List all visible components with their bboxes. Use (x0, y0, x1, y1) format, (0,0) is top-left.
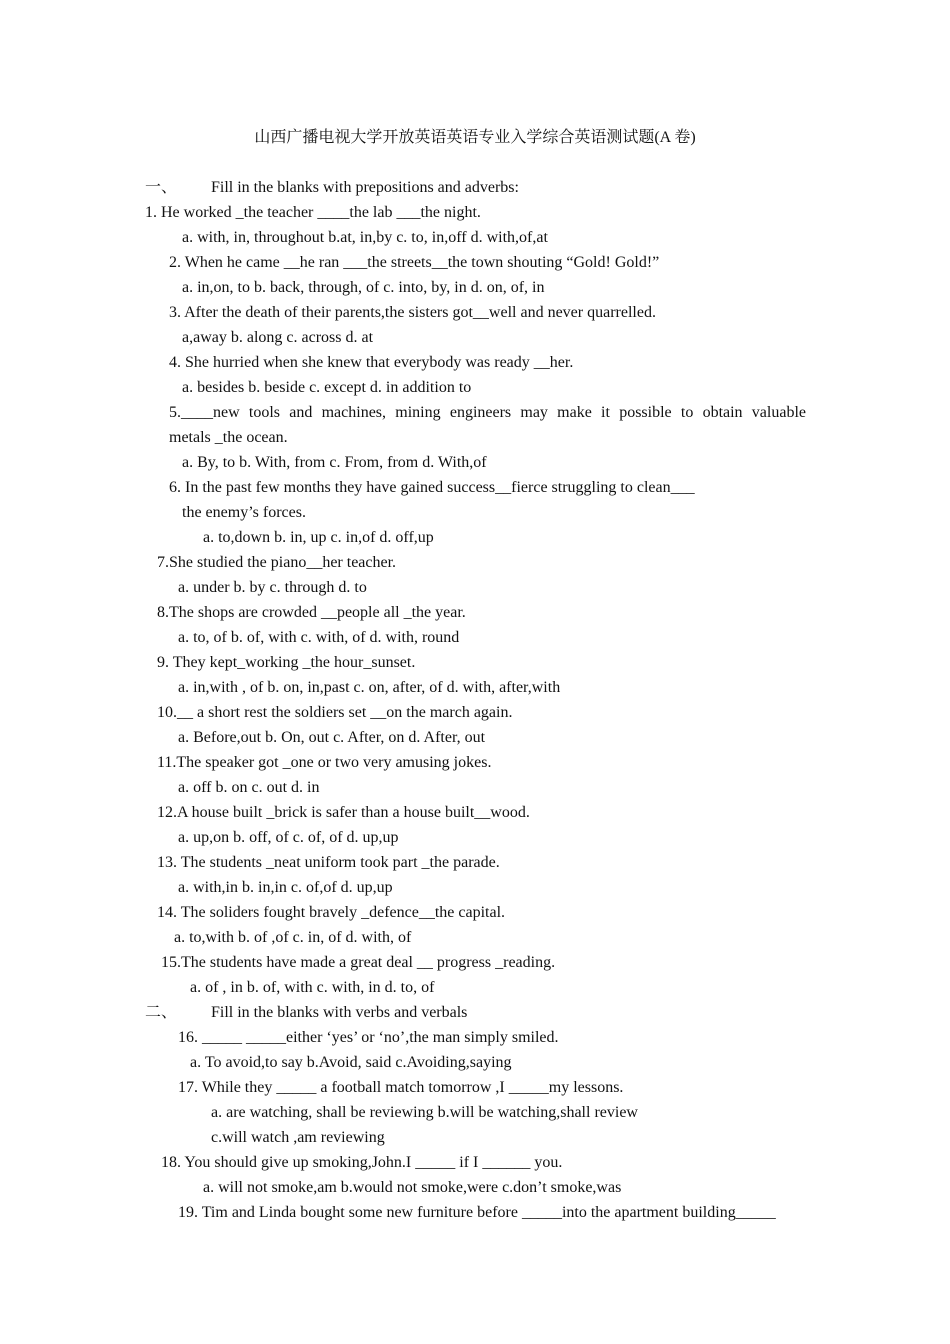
question-5: 5.____new tools and machines, mining engineers may make it possible to obtain valuable (169, 404, 806, 421)
question-4: 4. She hurried when she knew that everybody was ready __her. (169, 354, 574, 371)
section-1-heading: Fill in the blanks with prepositions and adverbs: (211, 179, 519, 196)
question-14-options: a. to,with b. of ,of c. in, of d. with, of (174, 929, 412, 946)
question-18: 18. You should give up smoking,John.I _____ if I ______ you. (161, 1154, 563, 1171)
question-11: 11.The speaker got _one or two very amusing jokes. (157, 754, 492, 771)
question-19: 19. Tim and Linda bought some new furniture before _____into the apartment building_____ (178, 1204, 776, 1221)
question-8: 8.The shops are crowded __people all _the year. (157, 604, 466, 621)
question-10-options: a. Before,out b. On, out c. After, on d. After, out (178, 729, 486, 746)
document-title: 山西广播电视大学开放英语英语专业入学综合英语测试题(A 卷) (254, 129, 696, 146)
section-2-number: 二、 (145, 1004, 178, 1021)
question-2-options: a. in,on, to b. back, through, of c. into, by, in d. on, of, in (182, 279, 545, 296)
question-7-options: a. under b. by c. through d. to (178, 579, 367, 596)
question-13: 13. The students _neat uniform took part _the parade. (157, 854, 500, 871)
question-10: 10.__ a short rest the soldiers set __on the march again. (157, 704, 513, 721)
question-6-continued: the enemy’s forces. (182, 504, 306, 521)
question-5-options: a. By, to b. With, from c. From, from d. With,of (182, 454, 487, 471)
question-11-options: a. off b. on c. out d. in (178, 779, 320, 796)
question-3: 3. After the death of their parents,the sisters got__well and never quarrelled. (169, 304, 656, 321)
question-4-options: a. besides b. beside c. except d. in addition to (182, 379, 472, 396)
question-1-options: a. with, in, throughout b.at, in,by c. to, in,off d. with,of,at (182, 229, 548, 246)
question-13-options: a. with,in b. in,in c. of,of d. up,up (178, 879, 393, 896)
section-1-number: 一、 (145, 179, 178, 196)
question-2: 2. When he came __he ran ___the streets__the town shouting “Gold! Gold!” (169, 254, 660, 271)
question-6: 6. In the past few months they have gained success__fierce struggling to clean___ (169, 479, 695, 496)
question-17-options: a. are watching, shall be reviewing b.will be watching,shall review (211, 1104, 638, 1121)
question-6-options: a. to,down b. in, up c. in,of d. off,up (203, 529, 434, 546)
question-7: 7.She studied the piano__her teacher. (157, 554, 397, 571)
question-16: 16. _____ _____either ‘yes’ or ‘no’,the man simply smiled. (178, 1029, 559, 1046)
question-17-options-continued: c.will watch ,am reviewing (211, 1129, 385, 1146)
question-12-options: a. up,on b. off, of c. of, of d. up,up (178, 829, 399, 846)
question-15: 15.The students have made a great deal __ progress _reading. (161, 954, 556, 971)
question-15-options: a. of , in b. of, with c. with, in d. to, of (190, 979, 435, 996)
question-3-options: a,away b. along c. across d. at (182, 329, 374, 346)
question-9: 9. They kept_working _the hour_sunset. (157, 654, 416, 671)
question-16-options: a. To avoid,to say b.Avoid, said c.Avoiding,saying (190, 1054, 512, 1071)
section-2-heading: Fill in the blanks with verbs and verbals (211, 1004, 468, 1021)
question-18-options: a. will not smoke,am b.would not smoke,were c.don’t smoke,was (203, 1179, 622, 1196)
question-8-options: a. to, of b. of, with c. with, of d. with, round (178, 629, 460, 646)
question-14: 14. The soliders fought bravely _defence__the capital. (157, 904, 506, 921)
question-17: 17. While they _____ a football match tomorrow ,I _____my lessons. (178, 1079, 624, 1096)
question-9-options: a. in,with , of b. on, in,past c. on, after, of d. with, after,with (178, 679, 561, 696)
question-5-continued: metals _the ocean. (169, 429, 288, 446)
question-1: 1. He worked _the teacher ____the lab ___the night. (145, 204, 481, 221)
question-12: 12.A house built _brick is safer than a house built__wood. (157, 804, 530, 821)
